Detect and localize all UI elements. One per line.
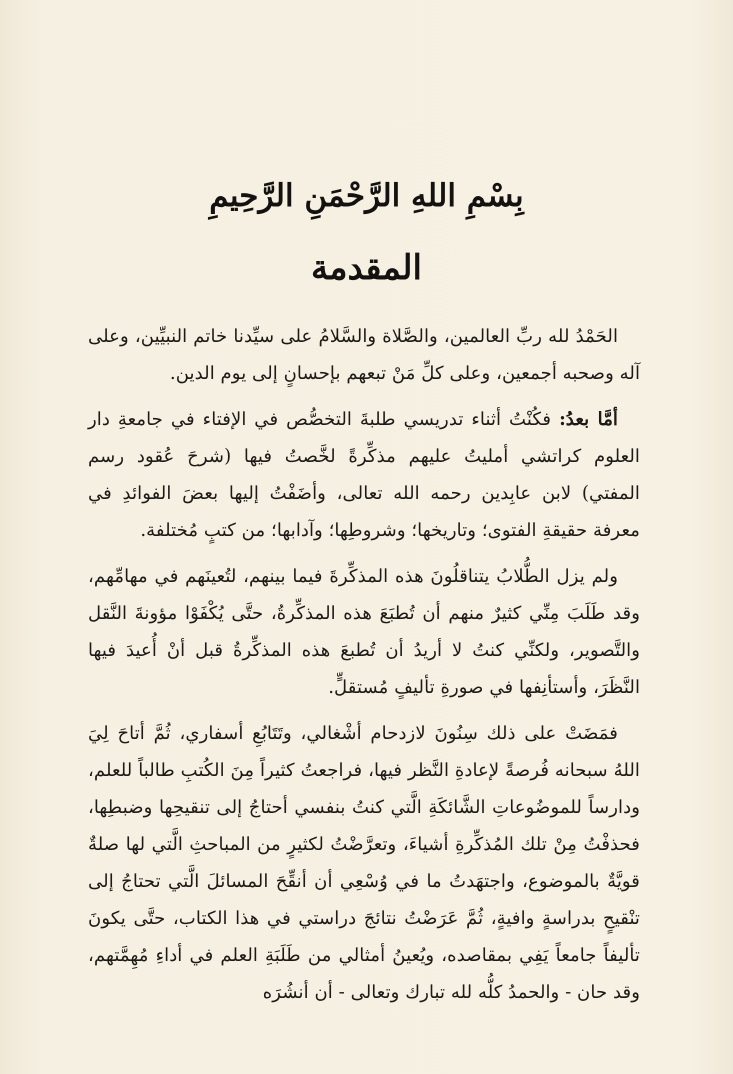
paragraph-2-lead: أمَّا بعدُ:: [559, 409, 618, 430]
paragraph-2: [88, 401, 640, 549]
paragraph-1-text: الحَمْدُ لله ربِّ العالمين، والصَّلاة والسَّلامُ على سيِّدنا خاتم النبيِّين، وعلى آله وصحبه أجمعين، وعلى كلِّ مَنْ تبعهم بإحسانٍ إلى يوم الدين.: [88, 326, 640, 384]
paragraph-2-text: فكُنْتُ أثناء تدريسي طلبةَ التخصُّص في الإفتاء في جامعةِ دار العلوم كراتشي أمليتُ عليهم مذكِّرةً لخَّصتُ فيها (شرحَ عُقود رسم المفتي) لابن عابِدين رحمه الله تعالى، وأضَفْتُ إليها بعضَ الفوائدِ في معرفة حقيقةِ الفتوى؛ وتاريخها؛ وشروطِها؛ وآدابها؛ من كتبٍ مُختلفة.: [88, 409, 640, 541]
section-heading: المقدمة: [311, 248, 422, 288]
paragraph-3: [88, 558, 640, 706]
paragraph-4-text: فمَضَتْ على ذلك سِنُونَ لازدحام أشْغالي، وتَتَابُعِ أسفاري، ثُمَّ أتاحَ لِيَ اللهُ سبحانه فُرصةً لإعادةِ النَّظر فيها، فراجعتُ كثيراً مِنَ الكُتبِ طالباً للعلم، ودارساً للموضُوعاتِ الشَّائكَةِ الَّتي كنتُ بنفسي أحتاجُ إلى تنقيحِها وضبطِها، فحذفْتُ مِنْ تلك المُذكِّرةِ أشياءَ، وتعرَّضْتُ لكثيرٍ من المباحثِ الَّتي لها صلةٌ قويَّةٌ بالموضوع، واجتهَدتُ ما في وُسْعِي أن أنقِّحَ المسائلَ الَّتي تحتاجُ إلى تنْقيحٍ بدراسةٍ وافيةٍ، ثُمَّ عَرَضْتُ نتائجَ دراستي في هذا الكتاب، حتَّى يكونَ تأليفاً جامعاً يَفِي بمقاصده، ويُعينُ أمثالي من طَلَبَةِ العلم في أداءِ مُهِمَّتهم، وقد حان - والحمدُ كلُّه لله تبارك وتعالى - أن أنشُرَه: [88, 723, 640, 1003]
paragraph-4: [88, 715, 640, 1011]
basmala-calligraphy: بِسْمِ اللهِ الرَّحْمَنِ الرَّحِيمِ: [209, 178, 524, 214]
body-text: [88, 318, 640, 1011]
paragraph-1: [88, 318, 640, 392]
paragraph-3-text: ولم يزل الطُّلابُ يتناقلُونَ هذه المذكِّرةَ فيما بينهم، لتُعينَهم في مهامِّهم، وقد طَلَبَ مِنِّي كثيرٌ منهم أن تُطبَعَ هذه المذكِّرةُ، حتَّى يُكْفَوْا مؤونةَ النَّقل والتَّصوير، ولكنِّي كنتُ لا أريدُ أن تُطبعَ هذه المذكِّرةُ قبل أنْ أُعيدَ فيها النَّظَرَ، وأستأنِفها في صورةِ تأليفٍ مُستقلٍّ.: [88, 566, 640, 698]
